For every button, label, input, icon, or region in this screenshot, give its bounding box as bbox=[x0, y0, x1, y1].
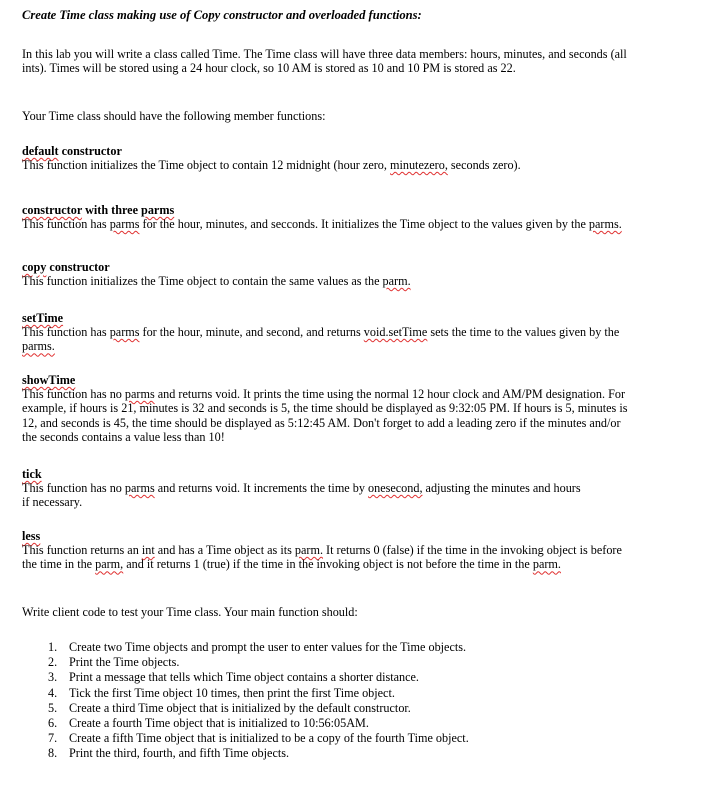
section-title bbox=[22, 373, 637, 387]
spellcheck-word: showTime bbox=[22, 373, 76, 387]
spellcheck-word: parm. bbox=[532, 557, 561, 572]
client-intro-paragraph: Write client code to test your Time class. Your main function should: bbox=[22, 605, 358, 619]
spellcheck-word: setTime bbox=[22, 311, 64, 325]
list-item bbox=[48, 640, 469, 655]
client-steps-list bbox=[48, 640, 469, 762]
spellcheck-word: parms bbox=[124, 481, 155, 495]
spellcheck-word: parms. bbox=[22, 339, 55, 354]
list-text: Create a third Time object that is initialized by the default constructor. bbox=[69, 700, 411, 715]
section-body: This function initializes the Time object to contain 12 midnight (hour zero, minutezero, seconds zero). bbox=[22, 158, 521, 172]
spellcheck-word: default bbox=[22, 144, 59, 158]
list-number: 8. bbox=[48, 746, 58, 761]
section-body: This function has no parms and returns void. It prints the time using the normal 12 hour clock and AM/PM designation. For example, if hours is 21, minutes is 32 and seconds is 5, the time should be displayed as 9:32:05 PM. If hours is 5, minutes is 12, and seconds is 45, the time should be displayed as 5:12:45 AM. Don't forget to add a leading zero if the minutes and/or the seconds contains a value less than 10! bbox=[22, 387, 628, 445]
spellcheck-word: parm. bbox=[294, 543, 323, 557]
list-item bbox=[48, 746, 469, 761]
section-settime bbox=[22, 311, 637, 354]
spellcheck-word: parm, bbox=[95, 557, 124, 572]
spellcheck-word: parms bbox=[141, 203, 175, 217]
section-title: default constructor bbox=[22, 144, 122, 158]
spellcheck-word: less bbox=[22, 529, 41, 543]
section-showtime bbox=[22, 373, 637, 445]
spellcheck-word: void.setTime bbox=[363, 325, 428, 339]
list-text: Create a fifth Time object that is initialized to be a copy of the fourth Time object. bbox=[69, 731, 469, 746]
list-text: Print a message that tells which Time object contains a shorter distance. bbox=[69, 670, 419, 685]
list-text: Print the third, fourth, and fifth Time objects. bbox=[69, 746, 290, 761]
section-default-constructor bbox=[22, 144, 637, 172]
list-number: 6. bbox=[48, 715, 58, 730]
list-text: Tick the first Time object 10 times, then print the first Time object. bbox=[69, 685, 395, 700]
section-title bbox=[22, 467, 637, 481]
spellcheck-word: constructor bbox=[22, 203, 83, 217]
spellcheck-word: parm. bbox=[382, 274, 411, 288]
section-body: This function has parms for the hour, minute, and second, and returns void.setTime sets the time to the values given by the parms. bbox=[22, 325, 620, 354]
list-text: Print the Time objects. bbox=[69, 655, 180, 670]
spellcheck-word: onesecond, bbox=[368, 481, 423, 495]
list-text: Create two Time objects and prompt the user to enter values for the Time objects. bbox=[69, 640, 467, 654]
section-tick bbox=[22, 467, 637, 510]
spellcheck-word: copy bbox=[22, 260, 47, 274]
list-number: 5. bbox=[48, 700, 58, 715]
list-item bbox=[48, 670, 469, 685]
section-title: constructor with three parms bbox=[22, 203, 175, 217]
list-item bbox=[48, 716, 469, 731]
list-item bbox=[48, 686, 469, 701]
spellcheck-word: parms bbox=[124, 387, 155, 401]
list-number: 2. bbox=[48, 655, 58, 670]
member-intro-paragraph: Your Time class should have the following member functions: bbox=[22, 109, 326, 123]
section-title bbox=[22, 529, 637, 543]
spellcheck-word: parms bbox=[109, 325, 140, 339]
spellcheck-word: parms. bbox=[588, 217, 622, 231]
section-title bbox=[22, 311, 637, 325]
section-less bbox=[22, 529, 637, 572]
section-body: This function initializes the Time object to contain the same values as the parm. bbox=[22, 274, 411, 288]
list-number: 3. bbox=[48, 670, 58, 685]
list-number: 1. bbox=[48, 640, 58, 654]
spellcheck-word: tick bbox=[22, 467, 42, 481]
section-title: copy constructor bbox=[22, 260, 110, 274]
list-number: 7. bbox=[48, 731, 58, 746]
section-body: This function has parms for the hour, minutes, and secconds. It initializes the Time object to the values given by the parms. bbox=[22, 217, 622, 231]
list-item bbox=[48, 731, 469, 746]
section-body: This function returns an int and has a Time object as its parm. It returns 0 (false) if the time in the invoking object is before the time in the parm, and it returns 1 (true) if the time in the invoking object is not before the time in the parm. bbox=[22, 543, 622, 572]
list-text: Create a fourth Time object that is initialized to 10:56:05AM. bbox=[69, 715, 369, 730]
intro-paragraph: In this lab you will write a class called Time. The Time class will have three data members: hours, minutes, and seconds (all ints). Times will be stored using a 24 hour clock, so 10 AM is stored as 10 and 10 PM is stored as 22. bbox=[22, 47, 627, 76]
list-item bbox=[48, 701, 469, 716]
section-body: This function has no parms and returns void. It increments the time by onesecond, adjusting the minutes and hours if necessary. bbox=[22, 481, 581, 510]
section-copy-constructor bbox=[22, 260, 637, 288]
spellcheck-word: minutezero, bbox=[390, 158, 448, 172]
spellcheck-word: parms bbox=[109, 217, 140, 231]
spellcheck-word: int bbox=[141, 543, 155, 557]
list-number: 4. bbox=[48, 685, 58, 700]
document-title: Create Time class making use of Copy constructor and overloaded functions: bbox=[22, 8, 422, 22]
list-item bbox=[48, 655, 469, 670]
section-constructor-three-parms bbox=[22, 203, 637, 231]
